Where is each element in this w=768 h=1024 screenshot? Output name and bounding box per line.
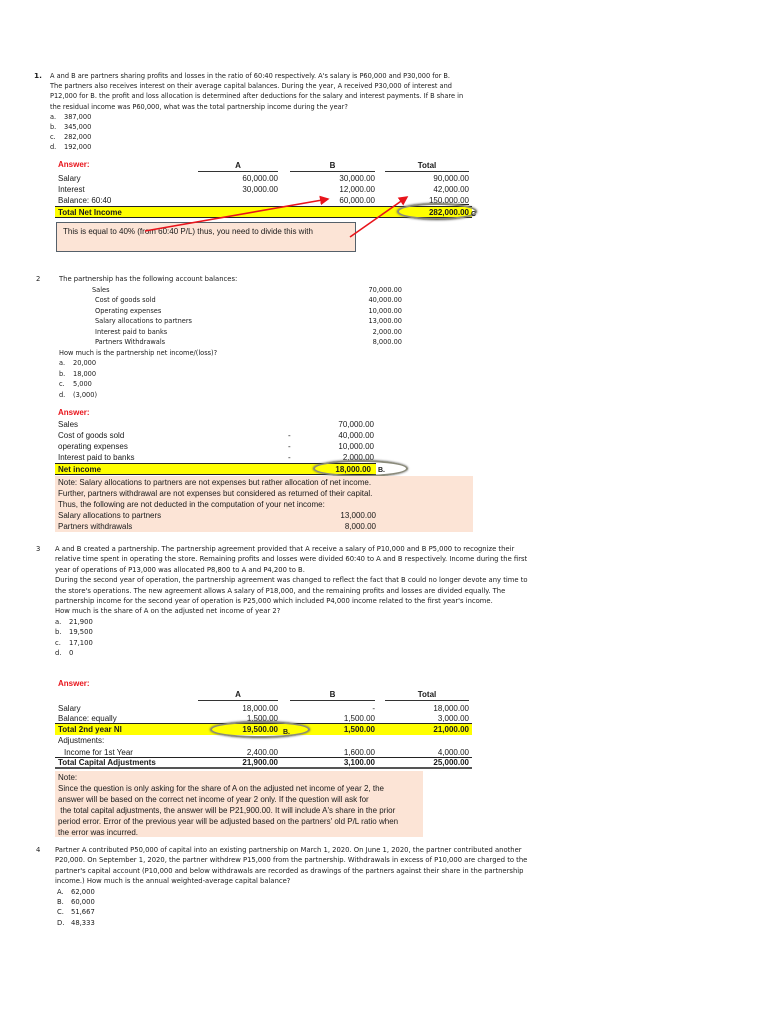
cell-b: 1,500.00	[343, 714, 375, 723]
question-text: A and B created a partnership. The partnership agreement provided that A receive a salary of P10,000 and B P5,000 to recognize their relative time spent in operating the store. Remaining profits and losses were divided 60:40 to A and B respectively. Income during the first year of operations of P13,000 was allocated P8,800 to A and P4,200 to B. During the second year of operation, the partnership agreement was changed to reflect the fact that B could no longer devote any time to the store's operations. The new agreement allows A salary of P18,000, and the remaining profits and losses are divided equally. The partnership income for the second year of operation is P25,000 which included P4,000 income related to the first year's income. How much is the share of A on the adjusted net income of year 2? a. 21,900 b. 19,500 c. 17,100 d. 0	[55, 544, 533, 658]
cell-total: 42,000.00	[433, 185, 469, 194]
row-label: Interest	[58, 185, 85, 194]
option-a: a. 20,000	[59, 359, 97, 368]
note-box: Note: Since the question is only asking for the share of A on the adjusted net income of year 2, the answer will be based on the correct net income of year 2 only. If the question will ask for the total capital adjustments, the answer will be P21,900.00. It will include A's share in the prior period error. Error of the previous year will be adjusted based on the partners' old P/L ratio when the error was incurred.	[55, 771, 423, 837]
total-2nd-year-ni-row: Total 2nd year NI 19,500.00 1,500.00 21,000.00	[55, 723, 472, 735]
option-b: B. 60,000	[57, 898, 95, 907]
cell-a: 30,000.00	[242, 185, 278, 194]
cell-a: 18,000.00	[242, 704, 278, 713]
table-row: Interest paid to banks - 2,000.00	[58, 453, 374, 462]
note-row: Salary allocations to partners 13,000.00	[58, 511, 376, 520]
question-4	[55, 845, 533, 928]
table-row: Sales 70,000.00	[58, 420, 374, 429]
cell-total: 3,000.00	[437, 714, 469, 723]
adjustments-label: Adjustments:	[58, 736, 105, 745]
cell-b: 1,600.00	[343, 748, 375, 757]
cell-b: 60,000.00	[339, 196, 375, 205]
cell-b: -	[372, 704, 375, 713]
note-row: Partners withdrawals 8,000.00	[58, 522, 376, 531]
option-c: C. 51,667	[57, 908, 95, 917]
option-c: c. 282,000	[50, 133, 92, 142]
cell-a: 1,500.00	[246, 714, 278, 723]
answer-label: Answer:	[58, 160, 90, 169]
cell-b: 30,000.00	[339, 174, 375, 183]
answer-mark: B.	[378, 467, 385, 474]
option-d: d. (3,000)	[59, 390, 98, 399]
account-row: Interest paid to banks 2,000.00	[95, 327, 402, 336]
account-row: Cost of goods sold 40,000.00	[95, 296, 402, 305]
answer-table	[58, 419, 374, 463]
cell-total: 4,000.00	[437, 748, 469, 757]
note-text: This is equal to 40% (from 60:40 P/L) thus, you need to divide this with	[63, 227, 313, 236]
cell-total: 18,000.00	[433, 704, 469, 713]
option-a: A. 62,000	[57, 887, 95, 896]
cell-total: 282,000.00	[428, 208, 469, 217]
question-text: How much is the partnership net income/(loss)?	[59, 349, 218, 357]
answer-label: Answer:	[58, 679, 90, 688]
row-label: Income for 1st Year	[64, 748, 133, 757]
row-label: Salary	[58, 704, 81, 713]
row-label: Balance: equally	[58, 714, 117, 723]
table-row: operating expenses - 10,000.00	[58, 442, 374, 451]
option-a: a. 21,900	[55, 617, 93, 626]
option-b: b. 19,500	[55, 628, 93, 637]
answer-highlight-oval	[313, 460, 408, 477]
option-c: c. 17,100	[55, 638, 93, 647]
question-number: 3	[36, 545, 41, 553]
question-text: The partnership has the following account balances:	[59, 275, 238, 283]
option-b: b. 18,000	[59, 369, 97, 378]
cell-total: 90,000.00	[433, 174, 469, 183]
note-box: Note: Salary allocations to partners are not expenses but rather allocation of net income. Further, partners withdrawal are not expenses but considered as returned of their capital. Thus, the following are not deducted in the computation of your net income: Salary allocations to partners 13,000.00 Partners withdrawals 8,000.00	[55, 476, 473, 532]
option-a: a. 387,000	[50, 112, 92, 121]
answer-label: Answer:	[58, 408, 90, 417]
row-label: Total Net Income	[58, 208, 122, 217]
account-row: Partners Withdrawals 8,000.00	[95, 338, 402, 347]
total-capital-adjustments-row: Total Capital Adjustments 21,900.00 3,100.00 25,000.00	[55, 757, 472, 769]
answer-mark: B.	[283, 729, 290, 736]
column-header-total: Total	[385, 160, 469, 172]
account-row: Operating expenses 10,000.00	[95, 306, 402, 315]
row-label: Balance: 60:40	[58, 196, 112, 205]
answer-mark: C	[471, 211, 477, 218]
option-c: c. 5,000	[59, 380, 92, 389]
table-row: Cost of goods sold - 40,000.00	[58, 431, 374, 440]
question-number: 2	[36, 275, 41, 283]
account-row: Sales 70,000.00	[92, 286, 402, 294]
net-income-row: Net income 18,000.00	[55, 463, 376, 475]
cell-a: 60,000.00	[242, 174, 278, 183]
question-text: A and B are partners sharing profits and losses in the ratio of 60:40 respectively. A's salary is P60,000 and P30,000 for B. The partners also receives interest on their average capital balances. During the year, A received P30,000 of interest and P12,000 for B. the profit and loss allocation is determined after deductions for the salary and interest payments. If B share in the residual income was P60,000, what was the total partnership income during the year?	[50, 72, 464, 111]
option-b: b. 345,000	[50, 123, 92, 132]
answer-highlight-oval	[210, 721, 310, 738]
cell-b: 12,000.00	[339, 185, 375, 194]
option-d: d. 0	[55, 649, 74, 658]
column-header-a: A	[198, 689, 278, 701]
column-header-b: B	[290, 689, 375, 701]
column-header-a: A	[198, 160, 278, 172]
account-balances	[92, 285, 402, 347]
account-row: Salary allocations to partners 13,000.00	[95, 317, 402, 326]
column-header-b: B	[290, 160, 375, 172]
column-header-total: Total	[385, 689, 469, 701]
option-d: d. 192,000	[50, 143, 92, 152]
cell-total: 150,000.00	[428, 196, 469, 205]
arrow-icon	[0, 0, 768, 260]
cell-a: 2,400.00	[246, 748, 278, 757]
question-text: Partner A contributed P50,000 of capital into an existing partnership on March 1, 2020. On June 1, 2020, the partner contributed another P20,000. On September 1, 2020, the partner withdrew P15,000 from the partnership. Withdrawals in excess of P10,000 are charged to the partner's capital account (P10,000 and below withdrawals are recorded as drawings of the partners against their share in the partnership income.) How much is the annual weighted-average capital balance?	[55, 846, 528, 886]
question-2-prompt	[59, 348, 217, 400]
question-number: 1.	[34, 71, 42, 80]
option-d: D. 48,333	[57, 918, 95, 927]
question-number: 4	[36, 846, 41, 854]
row-label: Salary	[58, 174, 81, 183]
